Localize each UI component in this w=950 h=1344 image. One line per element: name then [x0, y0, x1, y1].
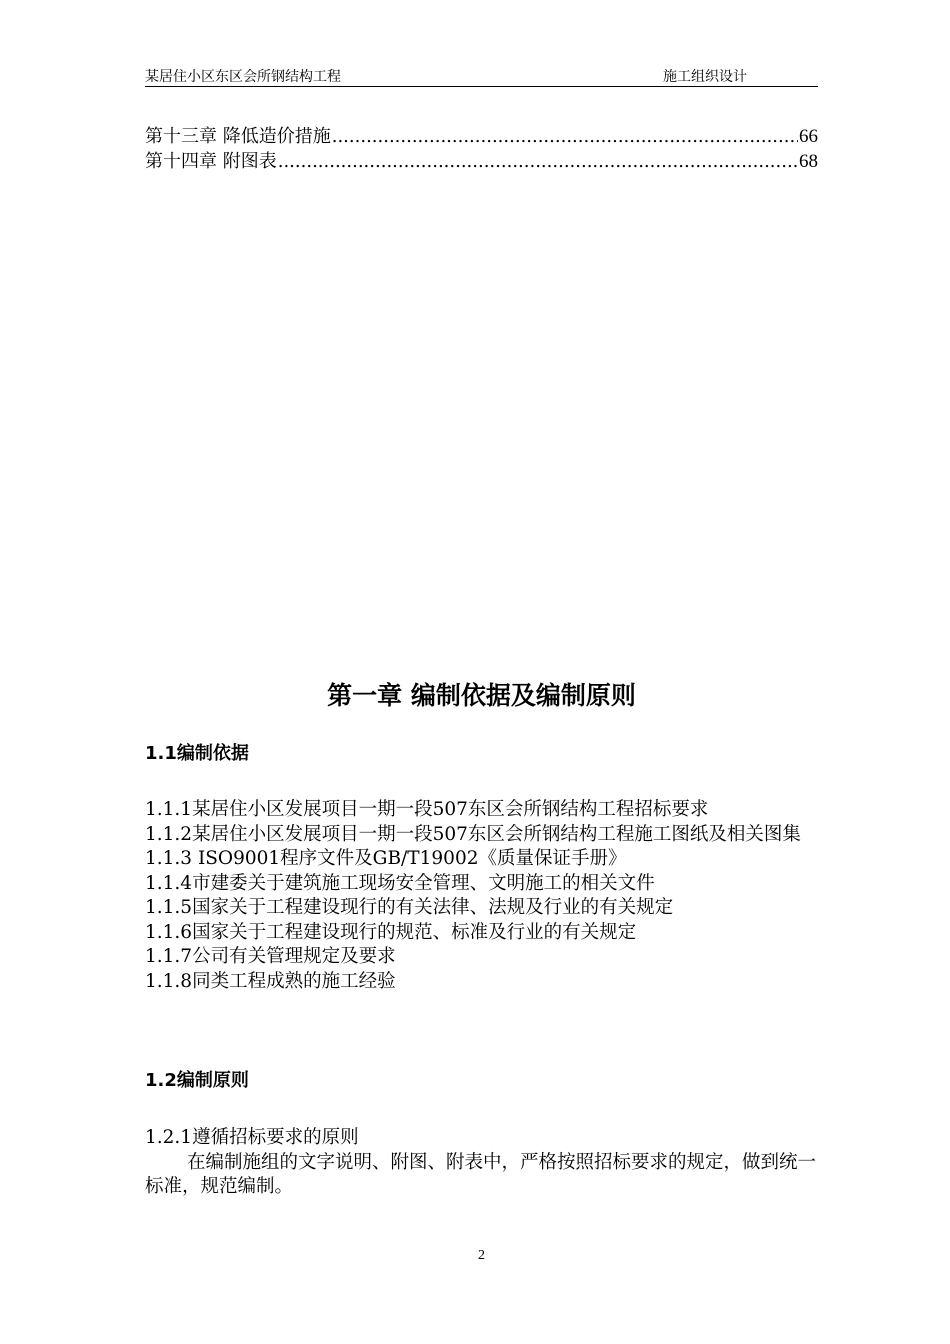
- section-heading-principles: 1.2编制原则: [145, 1070, 249, 1091]
- list-item: 1.1.2某居住小区发展项目一期一段507东区会所钢结构工程施工图纸及相关图集: [145, 823, 801, 845]
- list-item: 1.1.7公司有关管理规定及要求: [145, 946, 396, 967]
- table-of-contents: [145, 124, 818, 174]
- subsection-heading: 1.2.1遵循招标要求的原则: [145, 1127, 359, 1148]
- toc-leader-dots: [278, 149, 798, 174]
- page-header: [145, 66, 818, 87]
- list-item: 1.1.6国家关于工程建设现行的规范、标准及行业的有关规定: [145, 921, 637, 943]
- basis-list: [145, 798, 830, 994]
- principles-block: [145, 1126, 830, 1200]
- toc-entry-page: 68: [799, 151, 818, 172]
- header-project-name: 某居住小区东区会所钢结构工程: [145, 69, 341, 85]
- toc-entry[interactable]: [145, 124, 818, 149]
- toc-entry-title: 第十四章 附图表: [145, 151, 277, 172]
- list-item: 1.1.8同类工程成熟的施工经验: [145, 970, 396, 992]
- toc-entry-title: 第十三章 降低造价措施: [145, 126, 331, 147]
- page-number: 2: [478, 1248, 485, 1263]
- toc-entry[interactable]: [145, 149, 818, 174]
- toc-leader-dots: [332, 124, 798, 149]
- list-item: 1.1.1某居住小区发展项目一期一段507东区会所钢结构工程招标要求: [145, 799, 709, 820]
- list-item: 1.1.4市建委关于建筑施工现场安全管理、文明施工的相关文件: [145, 872, 655, 894]
- paragraph: 在编制施组的文字说明、附图、附表中，严格按照招标要求的规定，做到统一标准，规范编制。: [145, 1151, 817, 1197]
- section-heading-basis: 1.1编制依据: [145, 743, 249, 764]
- toc-entry-page: 66: [799, 126, 818, 147]
- list-item: 1.1.5国家关于工程建设现行的有关法律、法规及行业的有关规定: [145, 897, 674, 918]
- chapter-title: 第一章 编制依据及编制原则: [327, 681, 636, 710]
- list-item: 1.1.3 ISO9001程序文件及GB/T19002《质量保证手册》: [145, 848, 627, 869]
- header-doc-type: 施工组织设计: [663, 69, 747, 85]
